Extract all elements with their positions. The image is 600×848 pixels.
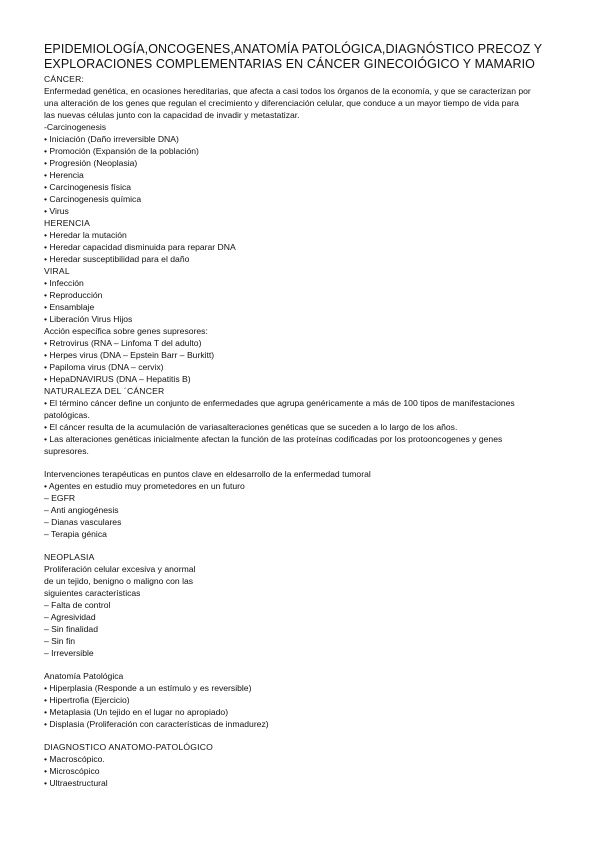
- list-item: • HepaDNAVIRUS (DNA – Hepatitis B): [44, 374, 191, 384]
- section-heading-anatomia: Anatomía Patológica: [44, 671, 124, 681]
- cancer-definition-line: Enfermedad genética, en ocasiones hereditarias, que afecta a casi todos los órganos de la economía, y que se caracterizan por: [44, 86, 531, 96]
- carcinogenesis-heading: -Carcinogenesis: [44, 122, 107, 132]
- neoplasia-definition-line: Proliferación celular excesiva y anormal: [44, 564, 196, 574]
- section-heading-neoplasia: NEOPLASIA: [44, 552, 95, 562]
- list-item: • Hipertrofia (Ejercicio): [44, 695, 130, 705]
- list-item: • Heredar la mutación: [44, 230, 127, 240]
- list-item: – Agresividad: [44, 612, 96, 622]
- list-item: • Promoción (Expansión de la población): [44, 146, 199, 156]
- viral-subheading: Acción específica sobre genes supresores:: [44, 326, 208, 336]
- title-line: EXPLORACIONES COMPLEMENTARIAS EN CÁNCER GINECOIÓGICO Y MAMARIO: [44, 57, 536, 71]
- list-item: • Iniciación (Daño irreversible DNA): [44, 134, 179, 144]
- list-item: – Falta de control: [44, 600, 111, 610]
- list-item: • Reproducción: [44, 290, 103, 300]
- section-heading-intervenciones: Intervenciones terapéuticas en puntos clave en eldesarrollo de la enfermedad tumoral: [44, 469, 371, 479]
- list-item: • Metaplasia (Un tejido en el lugar no apropiado): [44, 707, 229, 717]
- document-title: [44, 42, 564, 72]
- list-item: • Agentes en estudio muy prometedores en un futuro: [44, 481, 245, 491]
- list-item: • Las alteraciones genéticas inicialmente afectan la función de las proteínas codificadas por los protooncogenes y genes: [44, 434, 503, 444]
- list-item: – EGFR: [44, 493, 76, 503]
- neoplasia-definition-line: siguientes características: [44, 588, 141, 598]
- list-item: • Infección: [44, 278, 84, 288]
- list-item: • Progresión (Neoplasia): [44, 158, 138, 168]
- list-item: • Displasia (Proliferación con características de inmadurez): [44, 719, 269, 729]
- list-item: – Terapia génica: [44, 529, 107, 539]
- list-item: – Dianas vasculares: [44, 517, 122, 527]
- cancer-definition-line: una alteración de los genes que regulan el crecimiento y diferenciación celular, que conduce a un mayor tiempo de vida para: [44, 98, 519, 108]
- list-item: • Herpes virus (DNA – Epstein Barr – Burkitt): [44, 350, 215, 360]
- list-item-continuation: patológicas.: [44, 410, 90, 420]
- list-item: • Microscópico: [44, 766, 100, 776]
- list-item: – Irreversible: [44, 648, 94, 658]
- list-item: • Macroscópico.: [44, 754, 105, 764]
- section-heading-viral: VIRAL: [44, 266, 70, 276]
- list-item: • Heredar capacidad disminuida para reparar DNA: [44, 242, 236, 252]
- list-item: • Liberación Virus Hijos: [44, 314, 133, 324]
- list-item: • Hiperplasia (Responde a un estímulo y es reversible): [44, 683, 252, 693]
- list-item: – Sin finalidad: [44, 624, 98, 634]
- list-item: • Ensamblaje: [44, 302, 95, 312]
- list-item: • Carcinogenesis química: [44, 194, 142, 204]
- document-body: [44, 73, 564, 789]
- list-item: • El término cáncer define un conjunto de enfermedades que agrupa genéricamente a más de 100 tipos de manifestaciones: [44, 398, 515, 408]
- list-item: • Herencia: [44, 170, 84, 180]
- list-item-continuation: supresores.: [44, 446, 89, 456]
- neoplasia-definition-line: de un tejido, benigno o maligno con las: [44, 576, 194, 586]
- section-heading-herencia: HERENCIA: [44, 218, 91, 228]
- title-line: EPIDEMIOLOGÍA,ONCOGENES,ANATOMÍA PATOLÓGICA,DIAGNÓSTICO PRECOZ Y: [44, 42, 543, 56]
- section-heading-naturaleza: NATURALEZA DEL ´CÁNCER: [44, 386, 165, 396]
- list-item: • El cáncer resulta de la acumulación de variasalteraciones genéticas que se suceden a lo largo de los años.: [44, 422, 458, 432]
- cancer-definition-line: las nuevas células junto con la capacidad de invadir y metastatizar.: [44, 110, 300, 120]
- list-item: • Ultraestructural: [44, 778, 108, 788]
- list-item: – Anti angiogénesis: [44, 505, 119, 515]
- section-heading-cancer: CÁNCER:: [44, 74, 85, 84]
- list-item: – Sin fin: [44, 636, 76, 646]
- list-item: • Retrovirus (RNA – Linfoma T del adulto): [44, 338, 202, 348]
- list-item: • Heredar susceptibilidad para el daño: [44, 254, 190, 264]
- list-item: • Papiloma virus (DNA – cervix): [44, 362, 164, 372]
- section-heading-diagnostico: DIAGNOSTICO ANATOMO-PATOLÓGICO: [44, 742, 213, 752]
- list-item: • Carcinogenesis física: [44, 182, 132, 192]
- list-item: • Virus: [44, 206, 69, 216]
